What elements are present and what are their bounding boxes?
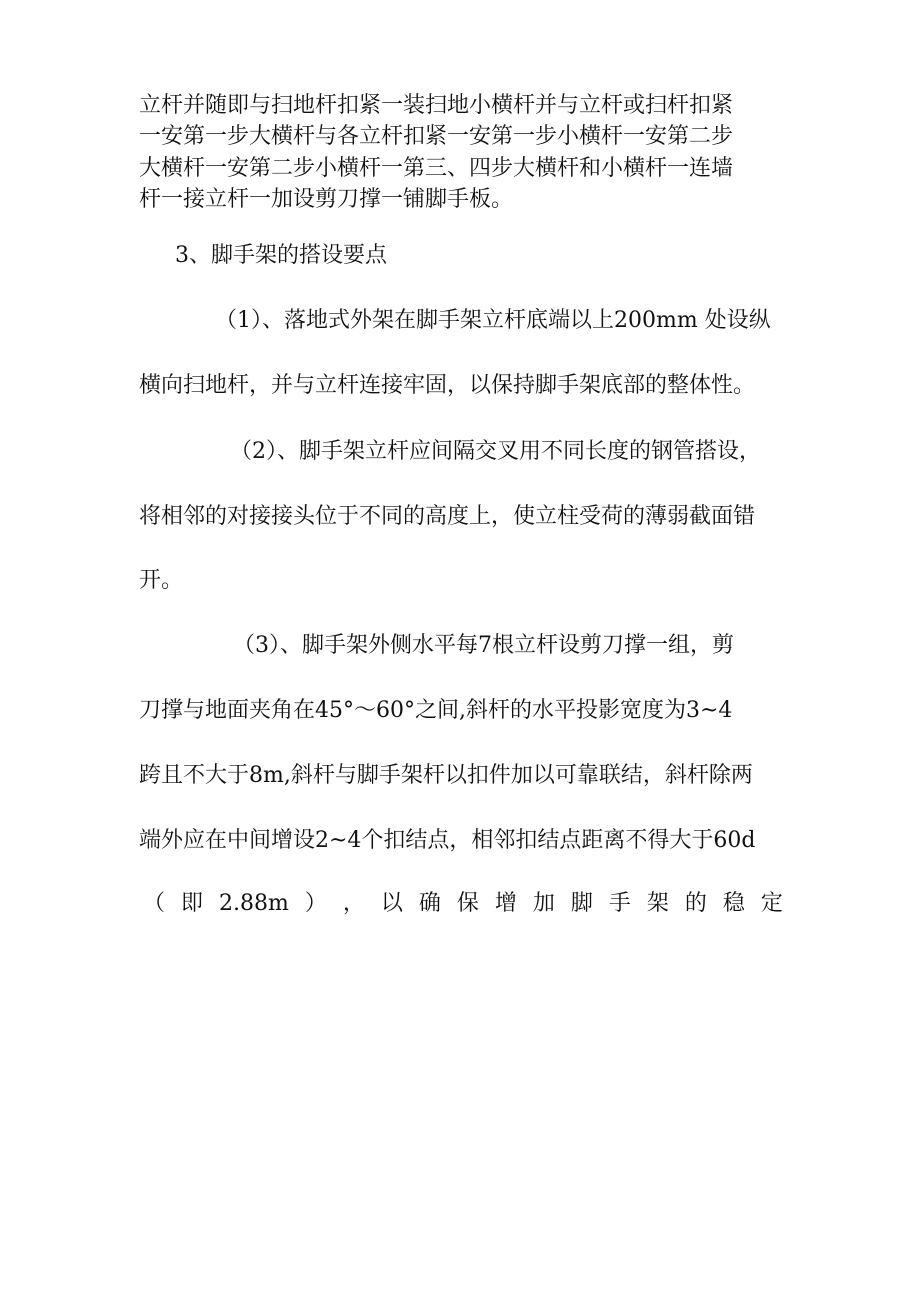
token: 稳 (722, 891, 745, 916)
token: 手 (608, 891, 631, 916)
para3-line-2: 刀撑与地面夹角在45°～60°之间,斜杆的水平投影宽度为3~4 (139, 698, 733, 723)
para3-line-5 (143, 889, 783, 919)
token: 保 (456, 891, 479, 916)
para3-line-3: 跨且不大于8m,斜杆与脚手架杆以扣件加以可靠联结，斜杆除两 (139, 763, 753, 788)
section-heading: 3、脚手架的搭设要点 (175, 243, 387, 268)
token: 增 (494, 891, 517, 916)
token: （ (143, 891, 166, 916)
token: 的 (684, 891, 707, 916)
token: 以 (380, 891, 403, 916)
token: 2.88m (219, 891, 289, 916)
para2-line-1: （2）、脚手架立杆应间隔交叉用不同长度的钢管搭设， (230, 439, 761, 464)
para1-line-2: 横向扫地杆，并与立杆连接牢固，以保持脚手架底部的整体性。 (139, 373, 756, 398)
token: 脚 (570, 891, 593, 916)
para2-line-3: 开。 (139, 568, 184, 593)
token: 确 (418, 891, 441, 916)
token: ， (342, 891, 365, 916)
token: 架 (646, 891, 669, 916)
token: ） (304, 891, 327, 916)
token: 即 (181, 891, 204, 916)
para3-line-4: 端外应在中间增设2~4个扣结点，相邻扣结点距离不得大于60d (139, 828, 756, 853)
token: 定 (760, 891, 783, 916)
sequence-line-3: 大横杆一安第二步小横杆一第三、四步大横杆和小横杆一连墙 (139, 156, 734, 181)
para2-line-2: 将相邻的对接接头位于不同的高度上，使立柱受荷的薄弱截面错 (139, 504, 756, 529)
token: 加 (532, 891, 555, 916)
para1-line-1: （1）、落地式外架在脚手架立杆底端以上200mm 处设纵 (215, 308, 771, 333)
sequence-line-1: 立杆并随即与扫地杆扣紧一装扫地小横杆并与立杆或扫杆扣紧 (139, 93, 734, 118)
sequence-line-4: 杆一接立杆一加设剪刀撑一铺脚手板。 (139, 187, 514, 212)
sequence-line-2: 一安第一步大横杆与各立杆扣紧一安第一步小横杆一安第二步 (139, 124, 734, 149)
para3-line-1: （3）、脚手架外侧水平每7根立杆设剪刀撑一组，剪 (233, 633, 734, 658)
